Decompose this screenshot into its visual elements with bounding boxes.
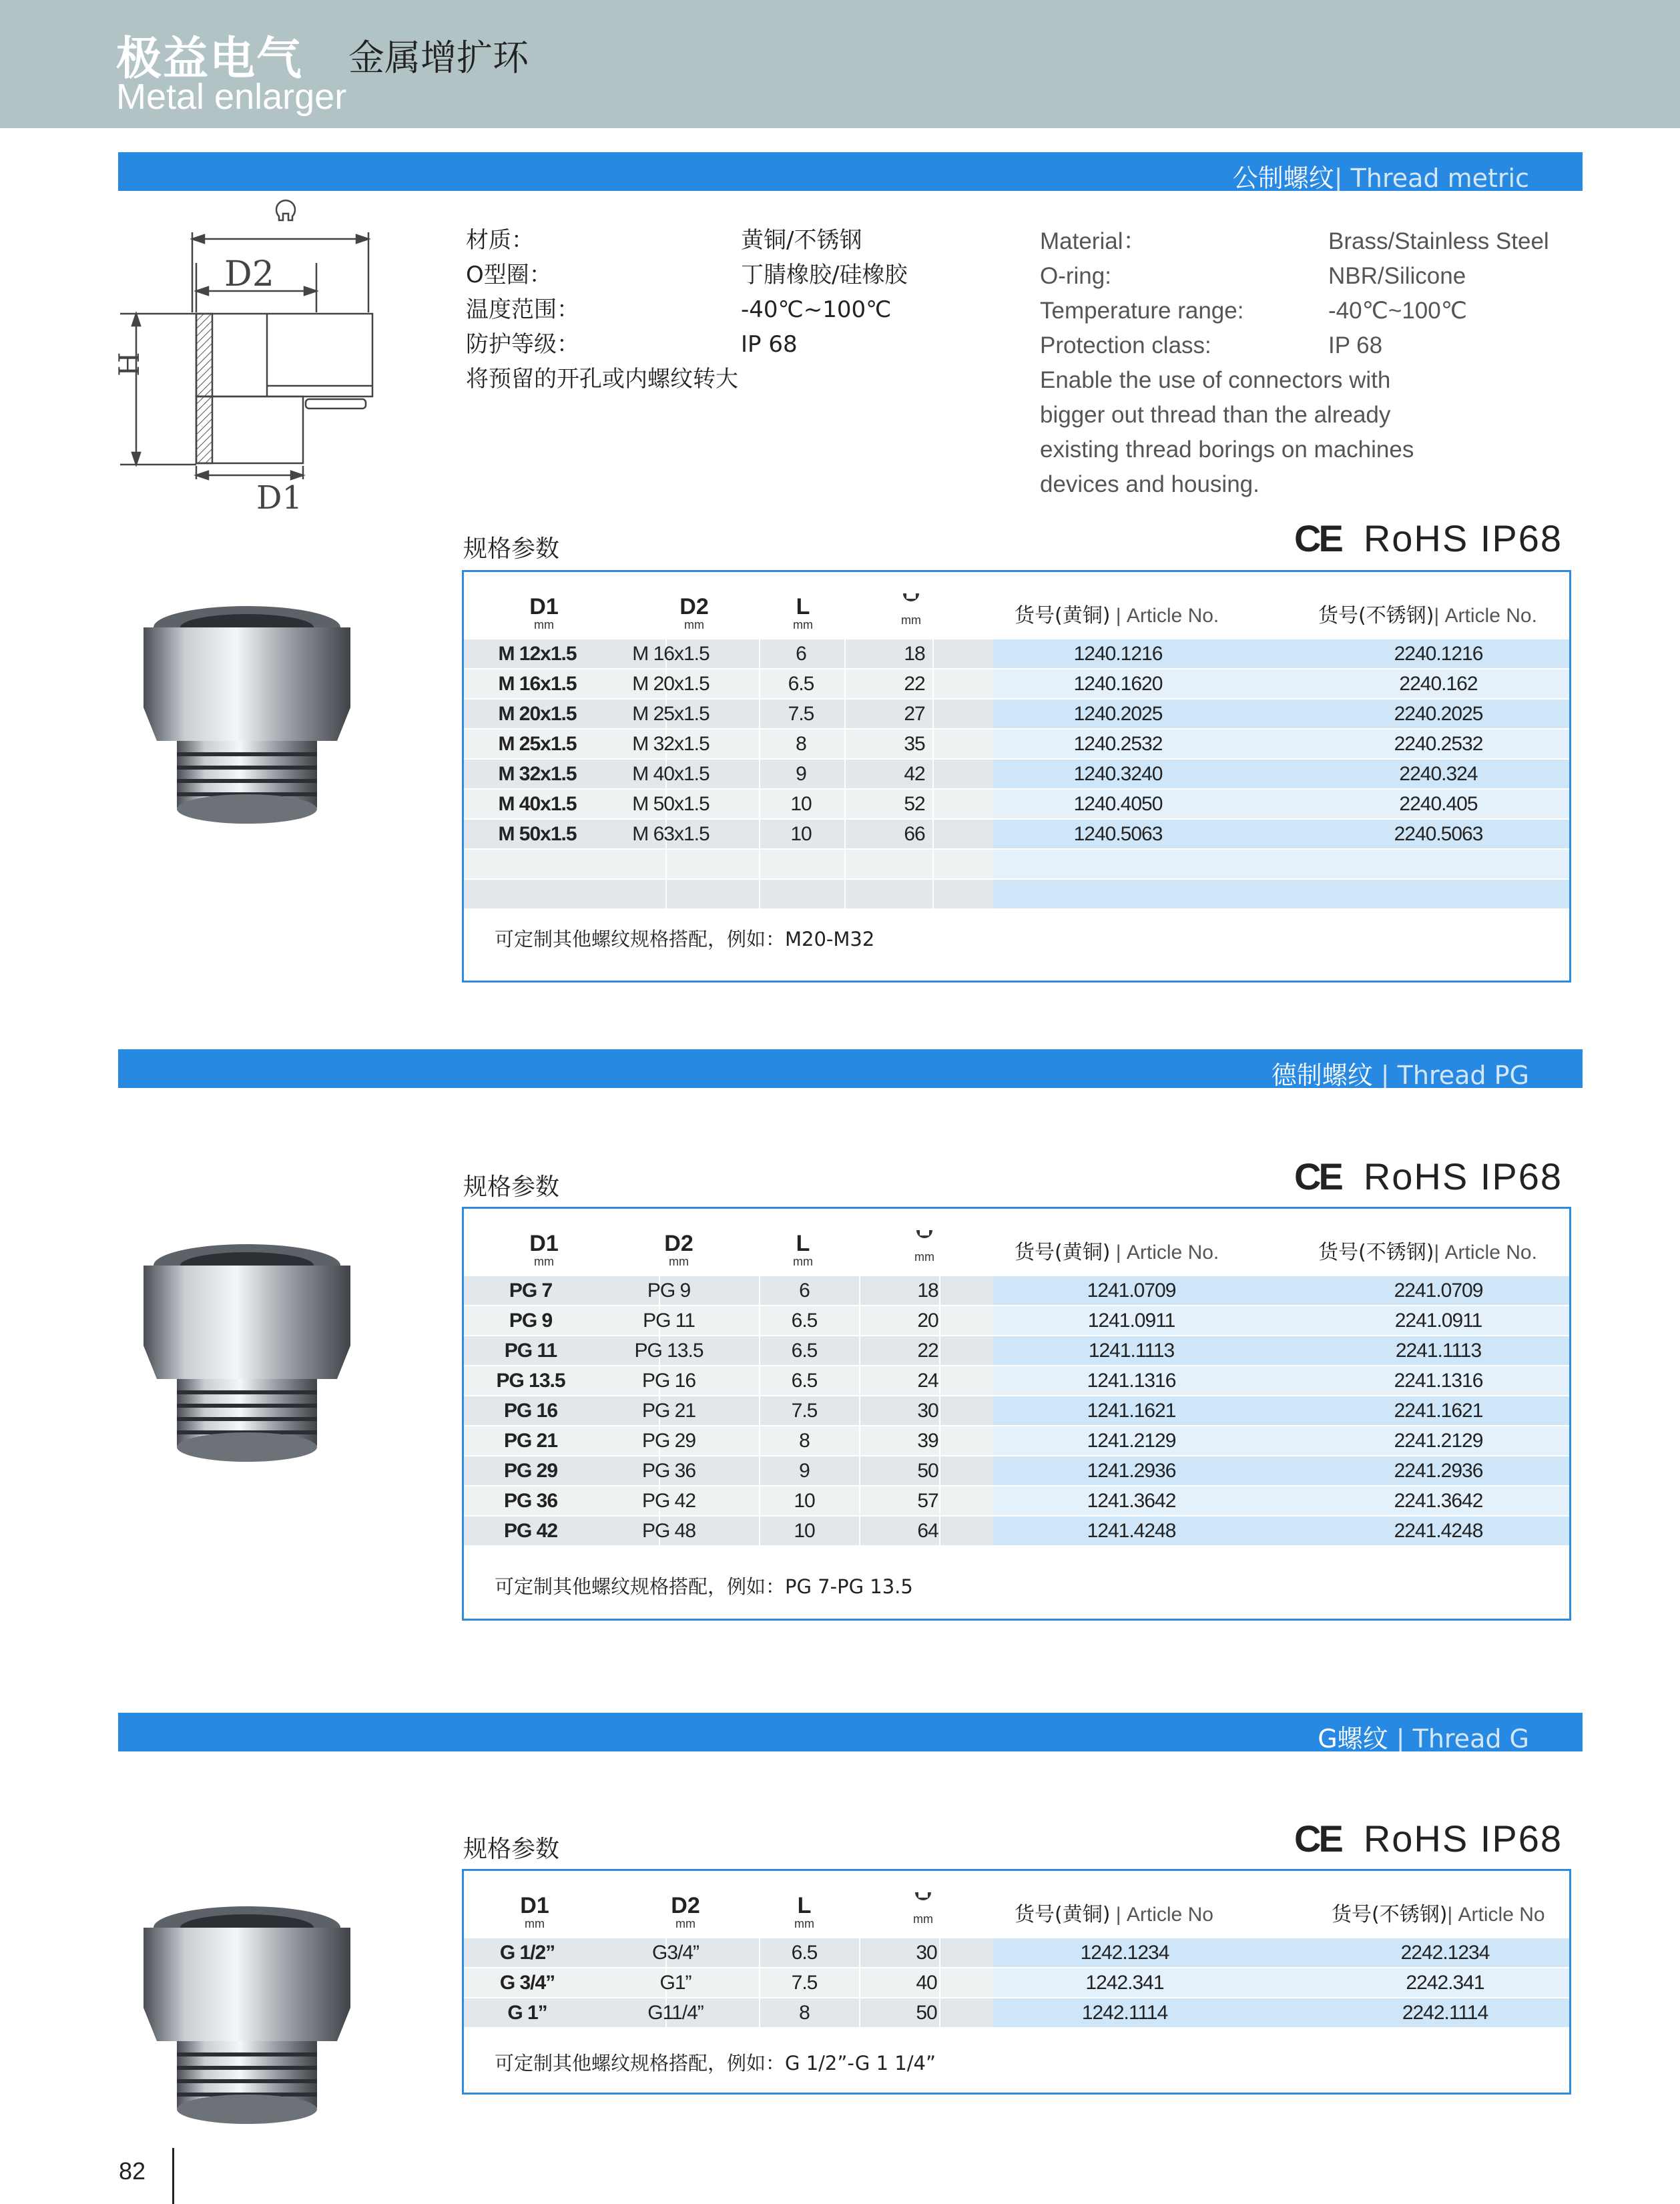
col-l-unit: mm <box>793 618 813 631</box>
table-row <box>464 1456 1569 1486</box>
cell-brass: 1241.0911 <box>1087 1310 1175 1332</box>
cell-l: 10 <box>794 1490 815 1512</box>
product-title-cn: 金属增扩环 <box>348 37 529 79</box>
column-divider <box>844 819 846 849</box>
certifications-metric <box>1294 517 1563 560</box>
column-divider <box>932 849 934 879</box>
spec-temp-value: -40℃~100℃ <box>741 296 892 323</box>
brand-name: 极益电气 <box>116 33 304 85</box>
spec-table-title-g: 规格参数 <box>463 1836 560 1863</box>
spec-oring-label-en: O-ring: <box>1040 263 1111 289</box>
spec-temp-label-en: Temperature range: <box>1040 298 1244 324</box>
cell-brass: 1241.1316 <box>1087 1370 1176 1392</box>
col-art-brass-cn: 货号(黄铜) <box>1015 1903 1111 1926</box>
product-photo-metric <box>137 601 357 848</box>
cell-d1: PG 21 <box>503 1430 558 1452</box>
specs-cn-values <box>741 223 907 362</box>
cell-ss: 2241.2129 <box>1394 1430 1483 1452</box>
spec-description-en-1: Enable the use of connectors with <box>1040 367 1391 393</box>
section-title-en: | Thread PG <box>1372 1061 1529 1090</box>
cell-d1: PG 7 <box>509 1280 553 1302</box>
cell-d1: G 1/2” <box>499 1942 555 1964</box>
cell-brass: 1240.3240 <box>1073 763 1163 785</box>
cell-ss: 2241.1621 <box>1394 1400 1483 1422</box>
table-metric <box>462 570 1571 983</box>
cell-ss: 2241.4248 <box>1394 1520 1483 1542</box>
cell-w: 64 <box>917 1520 938 1542</box>
cell-d2: PG 16 <box>641 1370 696 1392</box>
wrench-icon <box>911 1890 935 1910</box>
cell-d1: PG 16 <box>503 1400 558 1422</box>
col-d2: D2 <box>671 1893 700 1918</box>
col-art-brass-en: | Article No <box>1110 1904 1213 1926</box>
cell-w: 18 <box>917 1280 938 1302</box>
spec-description: 将预留的开孔或内螺纹转大 <box>466 366 738 392</box>
section-title-cn: 德制螺纹 <box>1271 1061 1373 1090</box>
spec-material-value-en: Brass/Stainless Steel <box>1328 228 1549 254</box>
cell-d2: PG 29 <box>641 1430 696 1452</box>
cell-l: 8 <box>799 2002 810 2024</box>
col-art-ss-en: | Article No <box>1447 1904 1545 1926</box>
col-art-brass-en: | Article No. <box>1110 1242 1219 1264</box>
cell-ss: 2242.1114 <box>1402 2002 1488 2024</box>
technical-drawing <box>107 199 387 519</box>
cell-l: 10 <box>794 1520 815 1542</box>
cell-d1: M 32x1.5 <box>498 763 577 785</box>
rohs-label: RoHS <box>1363 1818 1469 1860</box>
col-d1: D1 <box>529 1231 559 1256</box>
cell-d2: M 20x1.5 <box>632 673 710 695</box>
column-divider <box>844 849 846 879</box>
cell-d2: M 40x1.5 <box>632 763 710 785</box>
cell-d2: PG 9 <box>647 1280 691 1302</box>
cell-brass: 1241.0709 <box>1087 1280 1176 1302</box>
cell-w: 27 <box>904 703 925 725</box>
table-body <box>464 639 1569 909</box>
table-row <box>464 1366 1569 1396</box>
ip-label: IP68 <box>1480 1155 1563 1197</box>
spec-temp-label: 温度范围： <box>466 296 579 323</box>
ce-mark: CE <box>1294 1818 1341 1860</box>
product-photo-g <box>137 1901 357 2148</box>
column-divider <box>859 1396 860 1426</box>
cell-ss: 2240.2532 <box>1394 733 1483 755</box>
table-body <box>464 1276 1569 1546</box>
col-d2-unit: mm <box>669 1255 689 1268</box>
cell-brass: 1241.3642 <box>1087 1490 1176 1512</box>
spec-oring-label: O型圈： <box>466 262 552 288</box>
page-number-divider <box>172 2148 174 2204</box>
column-divider <box>859 1516 860 1546</box>
column-divider <box>859 1426 860 1456</box>
col-art-ss-cn: 货号(不锈钢) <box>1318 1241 1434 1264</box>
cell-d2: PG 11 <box>643 1310 695 1332</box>
ip-label: IP68 <box>1480 517 1563 559</box>
cell-l: 6 <box>799 1280 810 1302</box>
cell-brass: 1241.2936 <box>1087 1460 1176 1482</box>
cell-l: 10 <box>790 823 812 845</box>
cell-ss: 2241.0709 <box>1394 1280 1483 1302</box>
cell-l: 9 <box>799 1460 810 1482</box>
cell-ss: 2240.1216 <box>1394 643 1483 665</box>
cell-l: 6.5 <box>791 1310 818 1332</box>
spec-description-en-3: existing thread borings on machines <box>1040 437 1414 463</box>
spec-table-title-metric: 规格参数 <box>463 535 560 563</box>
cell-l: 7.5 <box>788 703 814 725</box>
table-row <box>464 879 1569 909</box>
section-title-en: | Thread G <box>1388 1724 1529 1753</box>
col-d1-unit: mm <box>534 618 554 631</box>
cell-brass: 1240.1620 <box>1073 673 1163 695</box>
table-row <box>464 1486 1569 1516</box>
cell-w: 30 <box>917 1400 938 1422</box>
cell-w: 39 <box>917 1430 938 1452</box>
column-divider <box>759 849 760 879</box>
cell-d1: PG 36 <box>503 1490 558 1512</box>
spec-temp-value-en: -40℃~100℃ <box>1328 298 1468 324</box>
table-row <box>464 729 1569 759</box>
cell-l: 9 <box>796 763 806 785</box>
cell-l: 6.5 <box>791 1370 818 1392</box>
cell-ss: 2242.1234 <box>1400 1942 1490 1964</box>
spec-material-value: 黄铜/不锈钢 <box>741 227 862 254</box>
col-art-ss-en: | Article No. <box>1434 605 1537 627</box>
cell-w: 22 <box>917 1340 938 1362</box>
table-row <box>464 759 1569 789</box>
column-divider <box>665 879 667 909</box>
column-divider <box>844 729 846 759</box>
cell-w: 30 <box>916 1942 937 1964</box>
row-bg-right <box>993 850 1569 878</box>
cell-l: 8 <box>799 1430 810 1452</box>
specs-cn-labels <box>466 223 738 396</box>
col-wrench-unit: mm <box>913 1912 933 1926</box>
column-divider <box>859 1998 860 2028</box>
cell-w: 24 <box>917 1370 938 1392</box>
certifications-g <box>1294 1817 1563 1860</box>
cell-w: 22 <box>904 673 925 695</box>
table-row <box>464 1968 1569 1998</box>
column-divider <box>844 639 846 669</box>
column-divider <box>844 879 846 909</box>
cell-d2: PG 36 <box>641 1460 696 1482</box>
cell-brass: 1240.4050 <box>1073 793 1163 815</box>
row-bg-left <box>464 880 997 908</box>
table-body <box>464 1938 1569 2028</box>
col-art-brass-en: | Article No. <box>1110 605 1219 627</box>
cell-d2: M 25x1.5 <box>632 703 710 725</box>
section-bar-pg <box>118 1049 1583 1088</box>
ce-mark: CE <box>1294 1155 1341 1197</box>
table-row <box>464 639 1569 669</box>
table-row <box>464 1336 1569 1366</box>
col-d1-unit: mm <box>525 1917 545 1930</box>
cell-w: 52 <box>904 793 925 815</box>
product-photo-pg <box>137 1239 357 1486</box>
cell-ss: 2242.341 <box>1406 1972 1484 1994</box>
cell-brass: 1240.2532 <box>1073 733 1163 755</box>
cell-w: 20 <box>917 1310 938 1332</box>
cell-brass: 1241.1621 <box>1087 1400 1176 1422</box>
cell-brass: 1240.1216 <box>1073 643 1163 665</box>
cell-d2: M 16x1.5 <box>632 643 710 665</box>
spec-protection-label: 防护等级： <box>466 331 579 358</box>
cell-d2: G11/4” <box>647 2002 704 2024</box>
spec-material-label-en: Material： <box>1040 228 1147 254</box>
cell-brass: 1240.5063 <box>1073 823 1163 845</box>
column-divider <box>844 669 846 699</box>
cell-l: 8 <box>796 733 806 755</box>
spec-protection-value-en: IP 68 <box>1328 332 1383 358</box>
cell-d2: G1” <box>659 1972 691 1994</box>
table-row <box>464 669 1569 699</box>
cell-d1: M 40x1.5 <box>498 793 577 815</box>
table-row <box>464 1396 1569 1426</box>
cell-d1: PG 9 <box>509 1310 553 1332</box>
cell-d2: G3/4” <box>651 1942 699 1964</box>
cell-d1: M 25x1.5 <box>498 733 577 755</box>
table-row <box>464 1426 1569 1456</box>
col-art-ss-cn: 货号(不锈钢) <box>1318 604 1434 627</box>
section-bar-metric <box>118 152 1583 191</box>
cell-d1: PG 13.5 <box>496 1370 565 1392</box>
column-divider <box>859 1336 860 1366</box>
cell-ss: 2241.1316 <box>1394 1370 1483 1392</box>
table-row <box>464 699 1569 729</box>
column-divider <box>859 1456 860 1486</box>
column-divider <box>859 1366 860 1396</box>
row-bg-left <box>464 850 997 878</box>
column-divider <box>859 1486 860 1516</box>
row-bg-right <box>993 880 1569 908</box>
cell-d1: G 3/4” <box>499 1972 555 1994</box>
ip-label: IP68 <box>1480 1818 1563 1860</box>
cell-d1: M 20x1.5 <box>498 703 577 725</box>
cell-d1: G 1” <box>507 2002 547 2024</box>
wrench-icon <box>899 591 923 611</box>
cell-brass: 1241.4248 <box>1087 1520 1176 1542</box>
cell-l: 10 <box>790 793 812 815</box>
cell-l: 6 <box>796 643 806 665</box>
col-art-brass-cn: 货号(黄铜) <box>1015 1241 1111 1264</box>
cell-d1: M 50x1.5 <box>498 823 577 845</box>
column-divider <box>859 1276 860 1306</box>
cell-d2: PG 42 <box>641 1490 696 1512</box>
cell-d2: M 32x1.5 <box>632 733 710 755</box>
cell-brass: 1242.341 <box>1085 1972 1164 1994</box>
page-number: 82 <box>119 2157 146 2185</box>
table-header <box>464 1871 1569 1938</box>
cell-w: 50 <box>917 1460 938 1482</box>
table-pg <box>462 1207 1571 1621</box>
col-l-unit: mm <box>793 1255 813 1268</box>
col-art-brass-cn: 货号(黄铜) <box>1015 604 1111 627</box>
cell-ss: 2241.1113 <box>1395 1340 1482 1362</box>
table-note: 可定制其他螺纹规格搭配，例如：M20-M32 <box>495 928 875 950</box>
cell-d2: PG 48 <box>641 1520 696 1542</box>
cell-ss: 2241.2936 <box>1394 1460 1483 1482</box>
column-divider <box>859 1938 860 1968</box>
rohs-label: RoHS <box>1363 517 1469 559</box>
column-divider <box>932 879 934 909</box>
cell-d1: M 16x1.5 <box>498 673 577 695</box>
table-note: 可定制其他螺纹规格搭配，例如：G 1/2”-G 1 1/4” <box>495 2052 936 2075</box>
cell-d2: PG 21 <box>641 1400 696 1422</box>
section-title-en: | Thread metric <box>1334 164 1529 193</box>
cell-l: 6.5 <box>791 1942 818 1964</box>
col-l-unit: mm <box>794 1917 814 1930</box>
cell-ss: 2240.324 <box>1399 763 1478 785</box>
certifications-pg <box>1294 1155 1563 1198</box>
column-divider <box>844 759 846 789</box>
col-l: L <box>797 1893 812 1918</box>
cell-brass: 1241.1113 <box>1088 1340 1175 1362</box>
spec-protection-label-en: Protection class: <box>1040 332 1211 358</box>
table-row <box>464 819 1569 849</box>
table-header <box>464 572 1569 639</box>
specs-en-values <box>1328 224 1549 363</box>
cell-ss: 2240.5063 <box>1394 823 1483 845</box>
col-wrench-unit: mm <box>914 1250 934 1264</box>
cell-d2: M 50x1.5 <box>632 793 710 815</box>
cell-w: 42 <box>904 763 925 785</box>
cell-brass: 1241.2129 <box>1087 1430 1176 1452</box>
table-row <box>464 849 1569 879</box>
table-header <box>464 1209 1569 1276</box>
cell-l: 7.5 <box>791 1972 818 1994</box>
table-g <box>462 1869 1571 2095</box>
cell-brass: 1242.1234 <box>1080 1942 1169 1964</box>
spec-material-label: 材质： <box>466 227 534 254</box>
cell-l: 7.5 <box>791 1400 818 1422</box>
product-title-en: Metal enlarger <box>116 77 347 117</box>
cell-d1: PG 29 <box>503 1460 558 1482</box>
cell-l: 6.5 <box>791 1340 818 1362</box>
spec-oring-value: 丁腈橡胶/硅橡胶 <box>741 262 908 288</box>
col-d1: D1 <box>529 594 559 619</box>
col-d2: D2 <box>664 1231 693 1256</box>
cell-d1: PG 11 <box>504 1340 557 1362</box>
column-divider <box>665 849 667 879</box>
table-row <box>464 1276 1569 1306</box>
table-row <box>464 789 1569 819</box>
cell-w: 35 <box>904 733 925 755</box>
rohs-label: RoHS <box>1363 1155 1469 1197</box>
table-row <box>464 1938 1569 1968</box>
col-art-ss-cn: 货号(不锈钢) <box>1332 1903 1448 1926</box>
ce-mark: CE <box>1294 517 1341 559</box>
drawing-label-d1: D1 <box>256 479 303 517</box>
cell-ss: 2241.0911 <box>1394 1310 1482 1332</box>
cell-w: 66 <box>904 823 925 845</box>
spec-oring-value-en: NBR/Silicone <box>1328 263 1466 289</box>
table-row <box>464 1516 1569 1546</box>
drawing-label-d2: D2 <box>224 254 274 294</box>
column-divider <box>759 879 760 909</box>
wrench-icon <box>912 1227 936 1248</box>
cell-ss: 2240.2025 <box>1394 703 1483 725</box>
col-d2-unit: mm <box>675 1917 695 1930</box>
col-d2-unit: mm <box>684 618 704 631</box>
col-wrench-unit: mm <box>901 613 921 627</box>
cell-w: 50 <box>916 2002 937 2024</box>
cell-brass: 1240.2025 <box>1073 703 1163 725</box>
cell-ss: 2240.405 <box>1399 793 1478 815</box>
cell-l: 6.5 <box>788 673 814 695</box>
cell-w: 18 <box>904 643 925 665</box>
table-row <box>464 1998 1569 2028</box>
cell-ss: 2241.3642 <box>1394 1490 1483 1512</box>
col-art-ss-en: | Article No. <box>1434 1242 1537 1264</box>
col-d1-unit: mm <box>534 1255 554 1268</box>
cell-d1: PG 42 <box>503 1520 558 1542</box>
col-l: L <box>796 594 810 619</box>
column-divider <box>859 1968 860 1998</box>
col-d1: D1 <box>520 1893 549 1918</box>
column-divider <box>859 1306 860 1336</box>
column-divider <box>844 789 846 819</box>
section-title-cn: 公制螺纹 <box>1232 164 1334 193</box>
spec-table-title-pg: 规格参数 <box>463 1173 560 1201</box>
spec-description-en-4: devices and housing. <box>1040 471 1259 497</box>
cell-brass: 1242.1114 <box>1081 2002 1168 2024</box>
cell-d1: M 12x1.5 <box>498 643 577 665</box>
col-d2: D2 <box>679 594 709 619</box>
table-row <box>464 1306 1569 1336</box>
cell-w: 57 <box>917 1490 938 1512</box>
cell-ss: 2240.162 <box>1399 673 1478 695</box>
spec-protection-value: IP 68 <box>741 331 798 358</box>
cell-d2: PG 13.5 <box>634 1340 704 1362</box>
spec-description-en-2: bigger out thread than the already <box>1040 402 1391 428</box>
drawing-label-h: H <box>113 352 146 376</box>
cell-w: 40 <box>916 1972 937 1994</box>
table-note: 可定制其他螺纹规格搭配，例如：PG 7-PG 13.5 <box>495 1575 913 1598</box>
cell-d2: M 63x1.5 <box>632 823 710 845</box>
page-header <box>0 0 1680 128</box>
section-bar-g <box>118 1713 1583 1751</box>
col-l: L <box>796 1231 810 1256</box>
column-divider <box>844 699 846 729</box>
section-title-cn: G螺纹 <box>1318 1724 1388 1753</box>
